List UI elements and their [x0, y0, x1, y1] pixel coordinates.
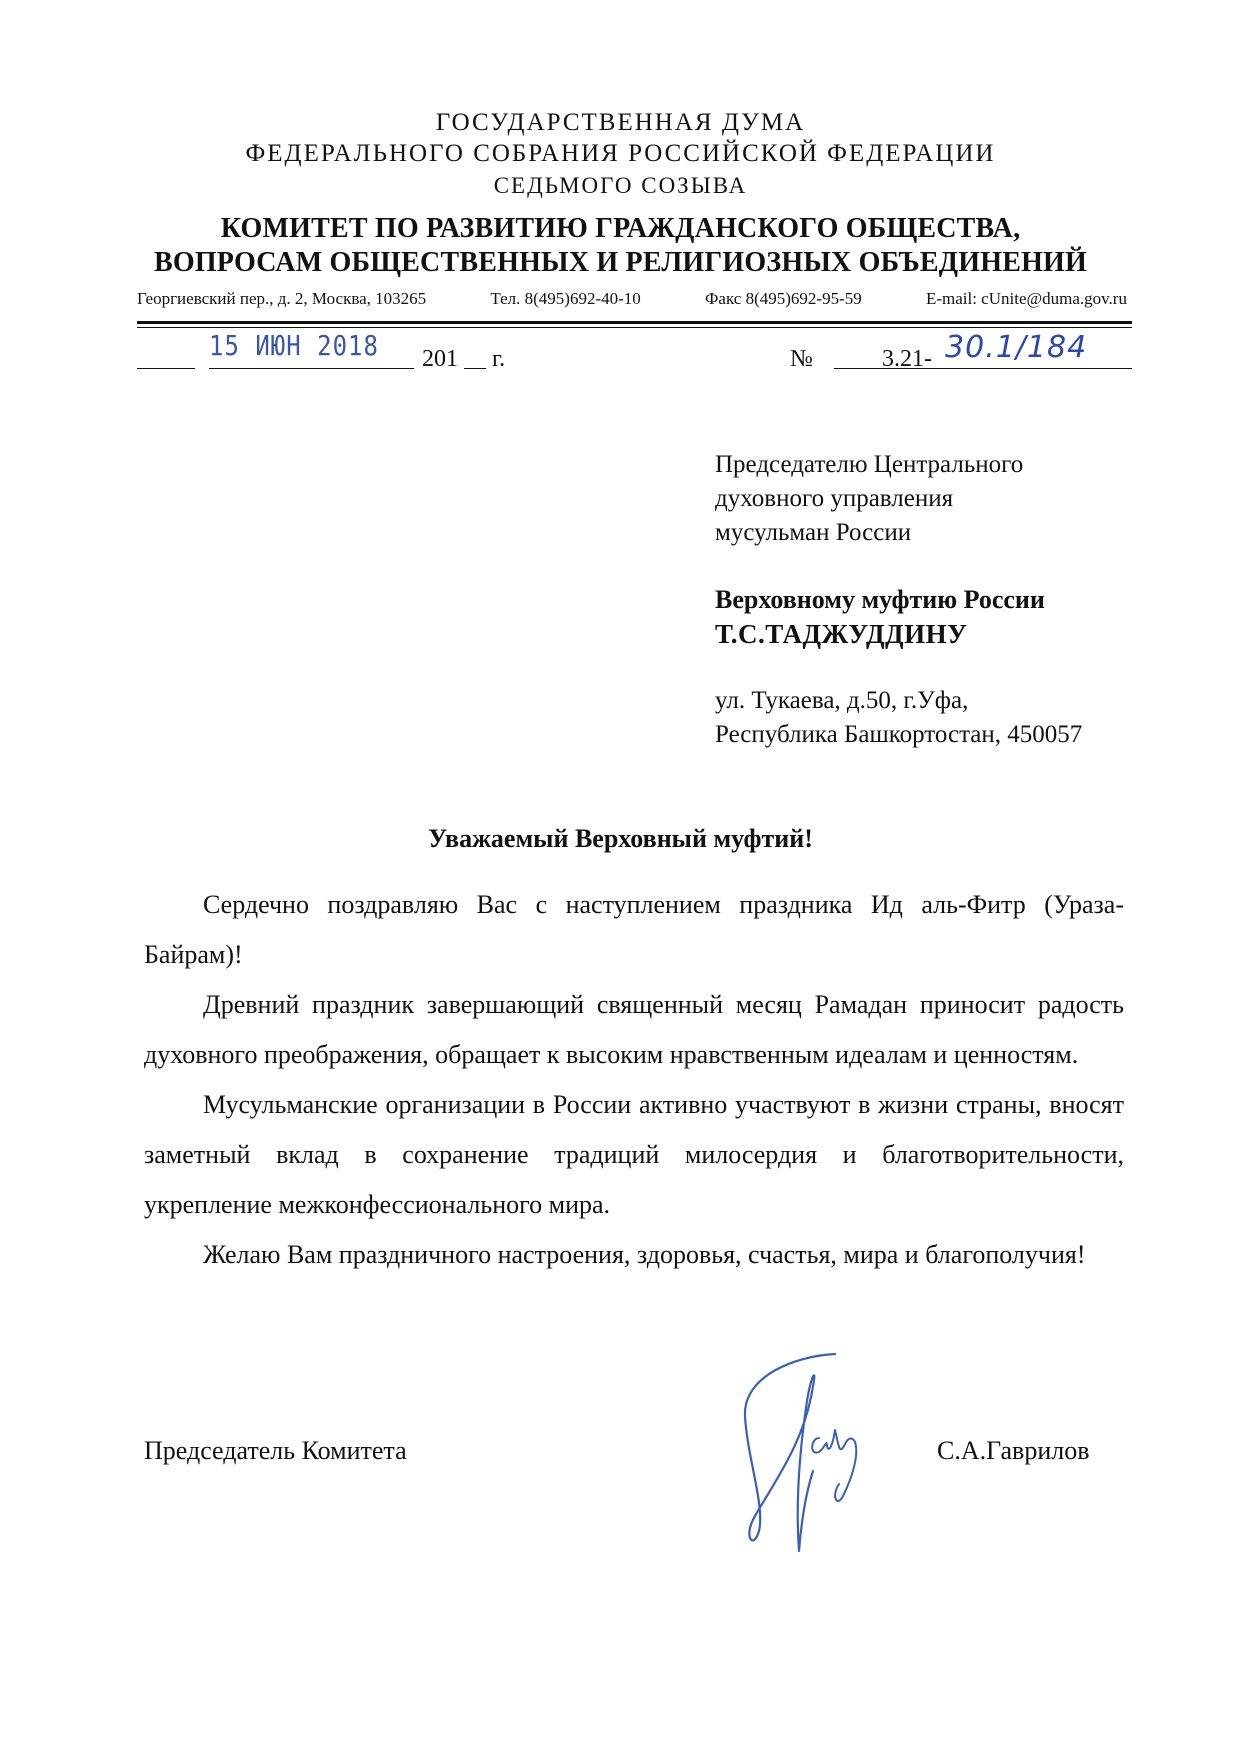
recipient-title: Верховному муфтию России [715, 585, 1045, 614]
handwritten-signature [735, 1346, 885, 1566]
contact-phone: Тел. 8(495)692-40-10 [490, 289, 641, 308]
recipient-line3: мусульман России [715, 519, 912, 546]
number-label: № [790, 346, 813, 372]
org-title-line1: ГОСУДАРСТВЕННАЯ ДУМА [435, 109, 806, 136]
recipient-name: Т.С.ТАДЖУДДИНУ [715, 619, 968, 649]
committee-name-line1: КОМИТЕТ ПО РАЗВИТИЮ ГРАЖДАНСКОГО ОБЩЕСТВА, [220, 213, 1021, 244]
signature-stroke [745, 1354, 835, 1551]
letter-paragraph-3: Мусульманские организации в России активно участвуют в жизни страны, вносят заметный вклад в сохранение традиций милосердия и благотворительности, укрепление межконфессионального мира. [144, 1090, 1124, 1219]
signature-stroke-letters [812, 1430, 856, 1501]
contact-email: E-mail: cUnite@duma.gov.ru [925, 289, 1127, 308]
org-title-line2: ФЕДЕРАЛЬНОГО СОБРАНИЯ РОССИЙСКОЙ ФЕДЕРАЦИИ [245, 140, 996, 167]
letter-paragraph-1: Сердечно поздравляю Вас с наступлением праздника Ид аль-Фитр (Ураза-Байрам)! [144, 890, 1124, 969]
org-title-line3: СЕДЬМОГО СОЗЫВА [493, 173, 748, 198]
registration-line [137, 330, 1132, 380]
recipient-line2: духовного управления [715, 485, 954, 512]
letter-body [144, 880, 1124, 1280]
recipient-address1: ул. Тукаева, д.50, г.Уфа, [715, 687, 969, 714]
signatory-name: С.А.Гаврилов [937, 1436, 1090, 1465]
committee-name-line2: ВОПРОСАМ ОБЩЕСТВЕННЫХ И РЕЛИГИОЗНЫХ ОБЪЕДИНЕНИЙ [153, 247, 1088, 278]
letter-paragraph-4: Желаю Вам праздничного настроения, здоровья, счастья, мира и благополучия! [203, 1240, 1086, 1269]
contact-fax: Факс 8(495)692-95-59 [704, 289, 862, 308]
header-divider-thin [137, 327, 1132, 328]
letter-greeting: Уважаемый Верховный муфтий! [428, 824, 813, 853]
recipient-address2: Республика Башкортостан, 450057 [715, 721, 1083, 748]
signatory-position: Председатель Комитета [144, 1436, 407, 1465]
year-suffix: г. [492, 346, 506, 372]
number-underline [834, 368, 1132, 369]
number-handwritten: 30.1/184 [945, 330, 1088, 365]
signature-drawing [735, 1346, 885, 1566]
year-template: 201 [422, 346, 458, 372]
date-day-underline [137, 368, 195, 369]
recipient-line1: Председателю Центрального [715, 451, 1024, 478]
date-month-underline [209, 368, 414, 369]
date-stamp: 15 ИЮН 2018 [209, 329, 379, 363]
contact-address: Георгиевский пер., д. 2, Москва, 103265 [137, 289, 427, 308]
contacts-row [137, 289, 1127, 309]
number-prefix: 3.21- [882, 346, 932, 372]
year-underline [464, 368, 486, 369]
letter-paragraph-2: Древний праздник завершающий священный месяц Рамадан приносит радость духовного преображения, обращает к высоким нравственным идеалам и ценностям. [144, 990, 1124, 1069]
header-divider-thick [137, 321, 1132, 324]
